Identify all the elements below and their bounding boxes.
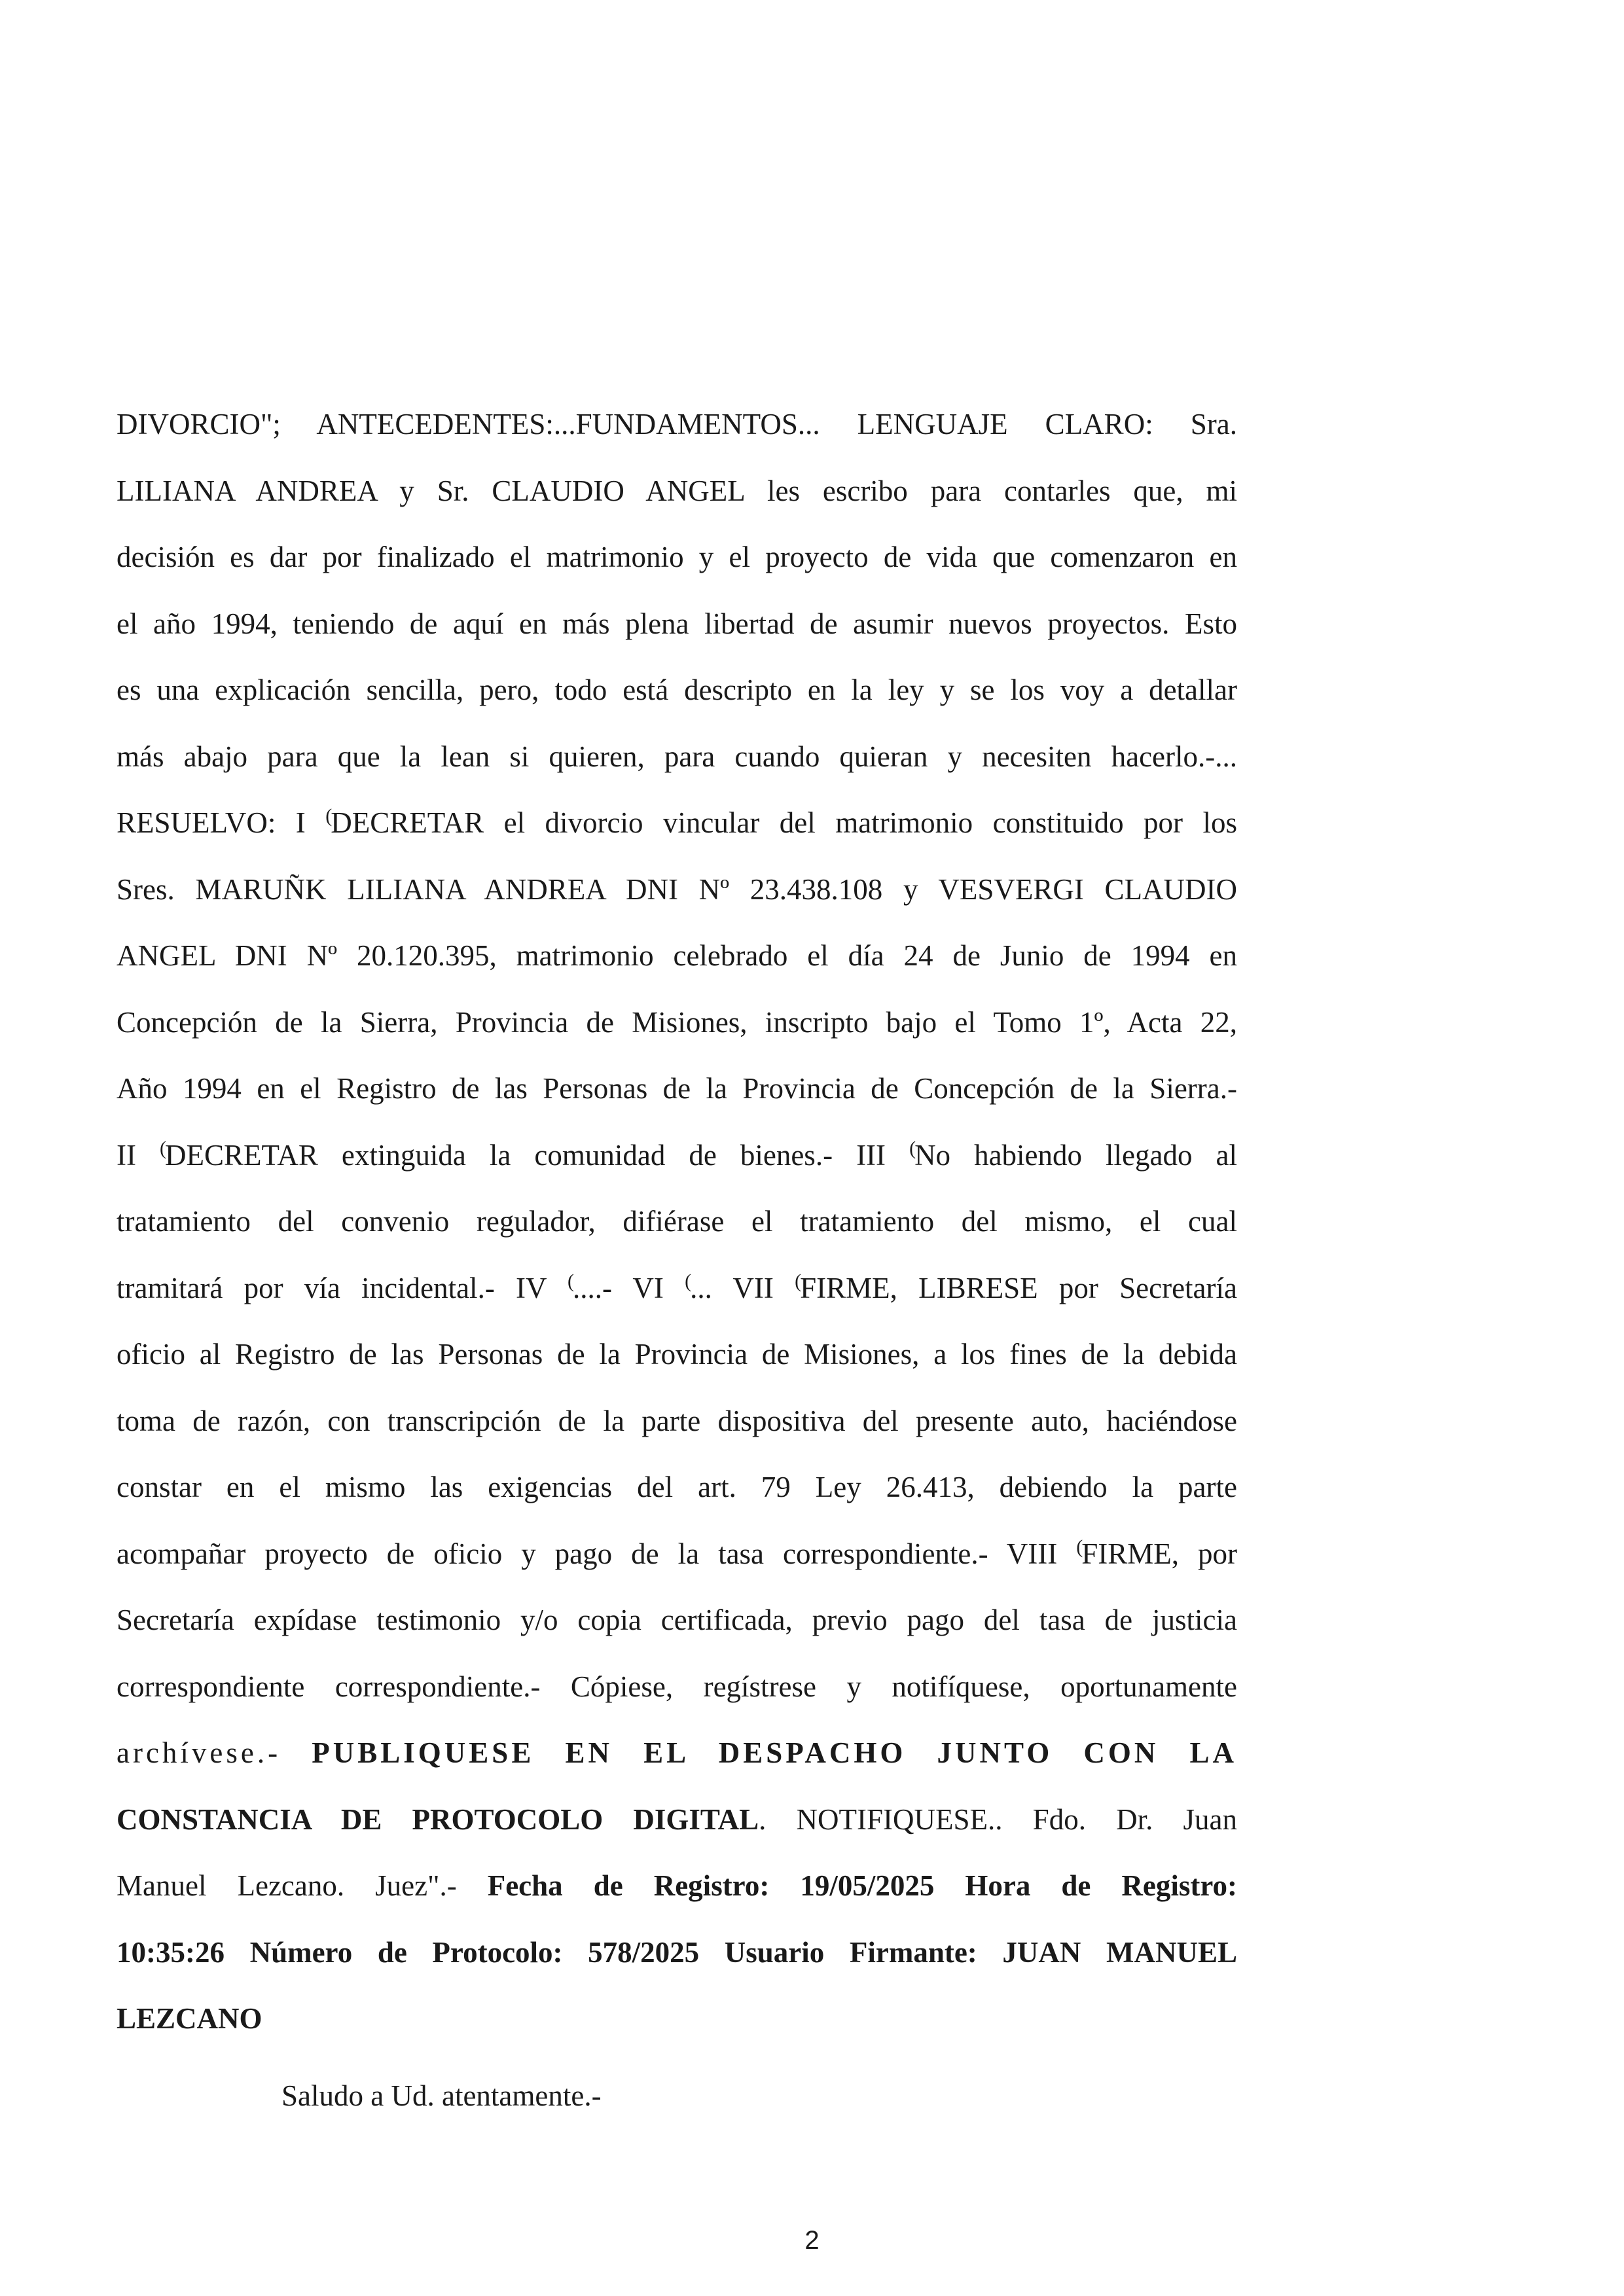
superscript-mark: ( xyxy=(1076,1535,1083,1558)
line-7-pre: RESUELVO: I xyxy=(117,806,326,839)
line-21-plain: archívese.- xyxy=(117,1736,312,1769)
superscript-mark: ( xyxy=(567,1270,574,1292)
line-12-pre: II xyxy=(117,1138,160,1172)
page-number: 2 xyxy=(804,2226,820,2255)
superscript-mark: ( xyxy=(685,1270,692,1292)
superscript-mark: ( xyxy=(325,805,333,827)
body-line-15: oficio al Registro de las Personas de la Provincia de Misiones, a los fines de la debida xyxy=(117,1338,1237,1371)
body-line-1: DIVORCIO"; ANTECEDENTES:...FUNDAMENTOS... LENGUAJE CLARO: Sra. xyxy=(117,408,1237,440)
body-line-14 xyxy=(117,1255,1237,1322)
body-line-13: tratamiento del convenio regulador, difiérase el tratamiento del mismo, el cual xyxy=(117,1205,1237,1238)
line-25-bold: LEZCANO xyxy=(117,2002,262,2035)
body-line-20: correspondiente correspondiente.- Cópiese, regístrese y notifíquese, oportunamente xyxy=(117,1670,1237,1703)
line-12-mid: DECRETAR extinguida la comunidad de bienes.- III xyxy=(165,1138,910,1172)
line-12-post: No habiendo llegado al xyxy=(914,1138,1237,1172)
line-21-bold: PUBLIQUESE EN EL DESPACHO JUNTO CON LA xyxy=(312,1736,1237,1769)
line-14-pre: tramitará por vía incidental.- IV xyxy=(117,1271,568,1304)
body-line-24 xyxy=(117,1920,1237,1986)
body-line-21 xyxy=(117,1720,1237,1787)
closing-salutation: Saludo a Ud. atentamente.- xyxy=(281,2079,602,2112)
body-line-22 xyxy=(117,1787,1237,1854)
line-22-bold: CONSTANCIA DE PROTOCOLO DIGITAL xyxy=(117,1803,759,1836)
resolution-body xyxy=(117,391,1237,2053)
body-line-5: es una explicación sencilla, pero, todo está descripto en la ley y se los voy a detallar xyxy=(117,673,1237,706)
body-line-10: Concepción de la Sierra, Provincia de Misiones, inscripto bajo el Tomo 1º, Acta 22, xyxy=(117,1005,1237,1039)
line-23-bold: Fecha de Registro: 19/05/2025 Hora de Registro: xyxy=(487,1869,1237,1902)
line-24-bold: 10:35:26 Número de Protocolo: 578/2025 Usuario Firmante: JUAN MANUEL xyxy=(117,1935,1237,1969)
body-line-19: Secretaría expídase testimonio y/o copia certificada, previo pago del tasa de justicia xyxy=(117,1604,1237,1636)
superscript-mark: ( xyxy=(909,1137,916,1159)
line-22-plain: . NOTIFIQUESE.. Fdo. Dr. Juan xyxy=(759,1803,1237,1836)
line-7-post: DECRETAR el divorcio vincular del matrimonio constituido por los xyxy=(331,806,1238,839)
body-line-23 xyxy=(117,1853,1237,1920)
body-line-9: ANGEL DNI Nº 20.120.395, matrimonio celebrado el día 24 de Junio de 1994 en xyxy=(117,939,1237,972)
superscript-mark: ( xyxy=(160,1137,166,1159)
body-line-6: más abajo para que la lean si quieren, para cuando quieran y necesiten hacerlo.-... xyxy=(117,740,1237,773)
line-14-post: FIRME, LIBRESE por Secretaría xyxy=(800,1271,1237,1304)
body-line-4: el año 1994, teniendo de aquí en más plena libertad de asumir nuevos proyectos. Esto xyxy=(117,607,1237,640)
body-line-11: Año 1994 en el Registro de las Personas de la Provincia de Concepción de la Sierra.- xyxy=(117,1072,1237,1105)
body-line-3: decisión es dar por finalizado el matrimonio y el proyecto de vida que comenzaron en xyxy=(117,541,1237,573)
body-line-12 xyxy=(117,1122,1237,1189)
body-line-8: Sres. MARUÑK LILIANA ANDREA DNI Nº 23.438.108 y VESVERGI CLAUDIO xyxy=(117,872,1237,906)
line-14-mid2: ... VII xyxy=(690,1271,795,1304)
body-line-25 xyxy=(117,1986,1237,2053)
body-line-7 xyxy=(117,790,1237,857)
body-line-17: constar en el mismo las exigencias del art. 79 Ley 26.413, debiendo la parte xyxy=(117,1471,1237,1503)
body-line-18 xyxy=(117,1521,1237,1588)
body-line-16: toma de razón, con transcripción de la parte dispositiva del presente auto, haciéndose xyxy=(117,1404,1237,1437)
line-18-pre: acompañar proyecto de oficio y pago de la tasa correspondiente.- VIII xyxy=(117,1537,1077,1570)
line-14-mid: ....- VI xyxy=(572,1271,685,1304)
line-18-post: FIRME, por xyxy=(1081,1537,1237,1570)
line-23-plain: Manuel Lezcano. Juez".- xyxy=(117,1869,488,1902)
superscript-mark: ( xyxy=(795,1270,802,1292)
body-line-2: LILIANA ANDREA y Sr. CLAUDIO ANGEL les escribo para contarles que, mi xyxy=(117,474,1237,507)
